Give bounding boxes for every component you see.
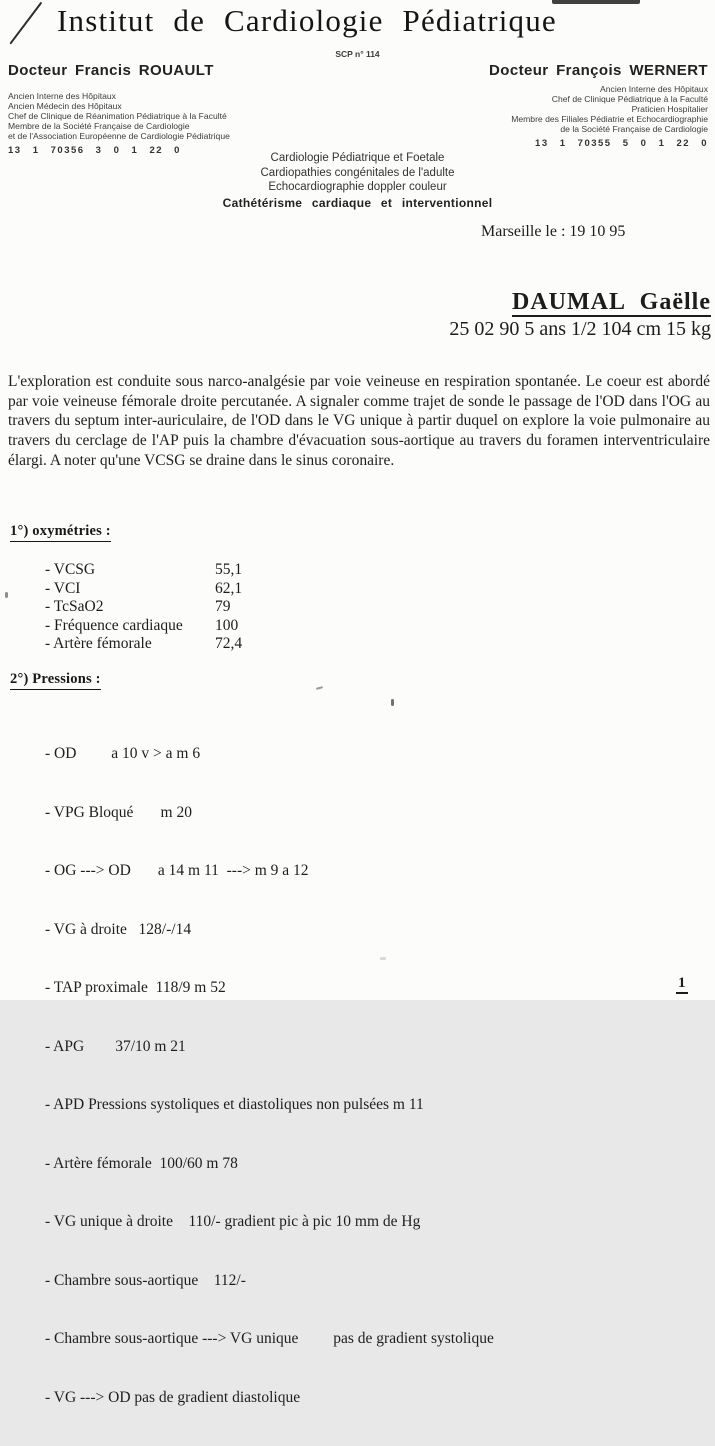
pressions-list: [45, 705, 494, 1446]
credential-line: Membre de la Société Française de Cardiologie: [8, 121, 190, 131]
pression-line: - VG ---> OD pas de gradient diastolique: [45, 1388, 301, 1406]
pression-line: - Artère fémorale 100/60 m 78: [45, 1154, 238, 1172]
pression-line: - Chambre sous-aortique ---> VG unique pas de gradient systolique: [45, 1330, 494, 1347]
oxymetry-value: 55,1: [215, 561, 243, 578]
patient-name: DAUMAL Gaëlle: [512, 289, 711, 315]
oxymetry-value: 79: [215, 598, 231, 616]
specialty-line: Echocardiographie doppler couleur: [268, 181, 447, 194]
credential-line: Chef de Clinique Pédiatrique à la Faculté: [551, 94, 708, 104]
doctor-credentials: [8, 91, 230, 141]
oxymetry-label: - VCI: [45, 579, 81, 597]
credential-line: Praticien Hospitalier: [631, 104, 708, 114]
credential-line: Ancien Interne des Hôpitaux: [600, 84, 708, 94]
oxymetry-value: 62,1: [215, 579, 243, 597]
oxymetries-table: [45, 561, 242, 654]
specialty-line-bold: Cathétérisme cardiaque et interventionnel: [222, 195, 493, 210]
scan-speck: [391, 699, 394, 706]
credential-line: Ancien Médecin des Hôpitaux: [8, 101, 122, 111]
oxymetry-label: - TcSaO2: [45, 598, 104, 616]
intro-paragraph: L'exploration est conduite sous narco-analgésie par voie veineuse en respiration spontanée. Le coeur est abordé par voie veineuse fémorale droite percutanée. A signaler comme trajet de sonde le passage de l'OD dans l'OG au travers du septum inter-auriculaire, de l'OD dans le VG unique à partir duquel on explore la voie pulmonaire au travers du cerclage de l'AP puis la chambre d'évacuation sous-aortique au travers du foramen interventriculaire élargi. A noter qu'une VCSG se draine dans le sinus coronaire.: [8, 373, 710, 469]
doctor-phone: 13 1 70355 5 0 1 22 0: [535, 138, 708, 149]
specialty-line: Cardiologie Pédiatrique et Foetale: [270, 152, 445, 164]
table-row: [45, 561, 242, 580]
oxymetry-label: - VCSG: [45, 561, 96, 578]
scan-speck: [316, 686, 323, 690]
section-heading-oxymetries: 1°) oxymétries :: [10, 523, 111, 542]
credential-line: de la Société Française de Cardiologie: [560, 124, 708, 134]
scp-number: SCP n° 114: [335, 49, 380, 59]
credential-line: et de l'Association Européenne de Cardiologie Pédiatrique: [8, 131, 230, 141]
doctor-credentials: [489, 84, 708, 134]
pression-line: - APD Pressions systoliques et diastoliques non pulsées m 11: [45, 1096, 424, 1113]
pression-line: - OD a 10 v > a m 6: [45, 745, 201, 762]
oxymetry-label: - Fréquence cardiaque: [45, 616, 183, 634]
place-date-line: Marseille le : 19 10 95: [481, 223, 626, 240]
credential-line: Chef de Clinique de Réanimation Pédiatrique à la Faculté: [8, 111, 227, 121]
pression-line: - APG 37/10 m 21: [45, 1037, 186, 1055]
patient-details: 25 02 90 5 ans 1/2 104 cm 15 kg: [449, 318, 711, 340]
credential-line: Ancien Interne des Hôpitaux: [8, 91, 116, 101]
doctor-block-right: [489, 62, 708, 149]
scan-smudge: [552, 0, 640, 4]
credential-line: Membre des Filiales Pédiatrie et Echocardiographie: [511, 114, 708, 124]
doctor-phone: 13 1 70356 3 0 1 22 0: [8, 145, 181, 156]
doctor-name: Docteur Francis ROUAULT: [8, 62, 214, 79]
oxymetry-value: 72,4: [215, 635, 243, 653]
pression-line: - VPG Bloqué m 20: [45, 803, 192, 821]
table-row: [45, 580, 242, 599]
oxymetry-value: 100: [215, 616, 239, 634]
patient-block: [449, 289, 711, 341]
scan-speck: [380, 957, 386, 960]
pression-line: - Chambre sous-aortique 112/-: [45, 1271, 246, 1289]
specialties-list: [0, 151, 715, 210]
specialty-line: Cardiopathies congénitales de l'adulte: [260, 166, 455, 179]
pression-line: - VG à droite 128/-/14: [45, 920, 192, 938]
scan-speck: [5, 592, 8, 598]
section-heading-pressions: 2°) Pressions :: [10, 671, 101, 690]
doctor-block-left: [8, 62, 230, 156]
doctor-name: Docteur François WERNERT: [489, 62, 708, 79]
table-row: [45, 635, 242, 654]
table-row: [45, 617, 242, 636]
page-number: 1: [676, 975, 688, 994]
table-row: [45, 598, 242, 617]
pression-line: - OG ---> OD a 14 m 11 ---> m 9 a 12: [45, 862, 309, 879]
handwritten-slash-mark: [9, 2, 42, 45]
oxymetry-label: - Artère fémorale: [45, 635, 152, 653]
pression-line: - VG unique à droite 110/- gradient pic à pic 10 mm de Hg: [45, 1213, 421, 1230]
pression-line: - TAP proximale 118/9 m 52: [45, 979, 226, 996]
clinic-title: Institut de Cardiologie Pédiatrique: [57, 3, 557, 38]
